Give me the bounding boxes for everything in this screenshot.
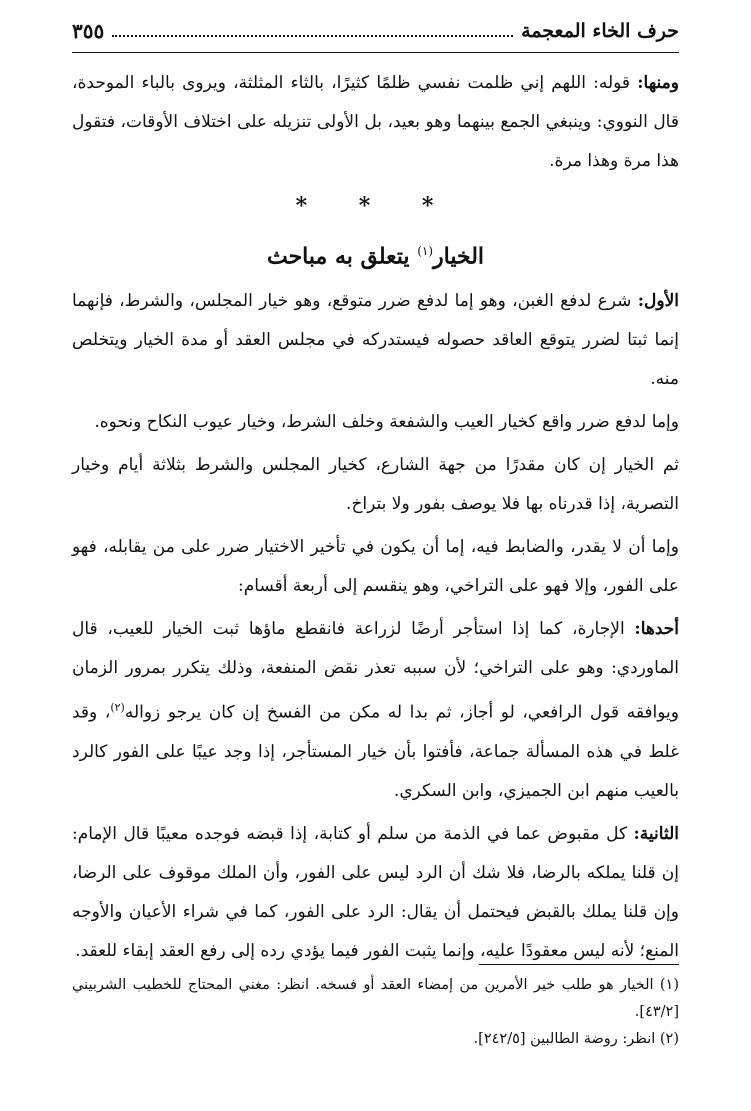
section-title-word: الخيار — [433, 243, 485, 270]
footnote-1: (١) الخيار هو طلب خير الأمرين من إمضاء العقد أو فسخه. انظر: مغني المحتاج للخطيب الشربيني [٤٣/٢]. — [72, 977, 679, 1020]
paragraph-first — [72, 282, 679, 399]
paragraph-lead: الثانية: — [633, 823, 679, 844]
page-number: ٣٥٥ — [72, 19, 105, 43]
header-dot-leader — [112, 35, 513, 37]
paragraph-text: قوله: اللهم إني ظلمت نفسي ظلمًا كثيرًا، بالثاء المثلثة، ويروى بالباء الموحدة، قال النووي: وينبغي الجمع بينهما وهو بعيد، بل الأولى تنزيله على اختلاف الأوقات، فتقول هذا مرة وهذا مرة. — [72, 73, 679, 171]
paragraph-text: شرع لدفع الغبن، وهو إما لدفع ضرر متوقع، وهو خيار المجلس، والشرط، فإنهما إنما ثبتا لضرر يتوقع العاقد حصوله فيستدركه في مجلس العقد أو مدة الخيار ويتخلص منه. — [72, 291, 679, 390]
paragraph-lead: الأول: — [637, 291, 679, 312]
section-title — [72, 229, 679, 278]
running-header — [72, 18, 679, 44]
paragraph-minha — [72, 64, 679, 181]
running-header-title: حرف الخاء المعجمة — [521, 20, 679, 42]
footnote-2: (٢) انظر: روضة الطالبين [٢٤٢/٥]. — [473, 1031, 679, 1047]
paragraph-text: الإجارة، كما إذا استأجر أرضًا لزراعة فانقطع ماؤها ثبت الخيار للعيب، قال الماوردي: وهو على التراخي؛ لأن سببه تعذر نقض المنفعة، وذلك يتكرر بمرور الزمان ويوافقه قول الرافعي، لو أجاز، ثم بدا له مكن من الفسخ إن كان يرجو زواله — [72, 619, 679, 723]
page-body — [72, 64, 679, 975]
footnote-ref-2[interactable]: (٢) — [110, 701, 125, 715]
paragraph-part-one — [72, 610, 679, 811]
paragraph-lead: أحدها: — [634, 619, 679, 640]
footnotes — [72, 972, 679, 1053]
footnote-ref-1[interactable]: (١) — [417, 244, 434, 258]
section-separator: * * * — [295, 193, 456, 219]
paragraph-text-continued: ، وقد غلط في هذه المسألة جماعة، فأفتوا بأن خيار المستأجر، إذا وجد عيبًا على الفور كالرد بالعيب منهم ابن الجميزي، وابن السكري. — [72, 702, 679, 801]
paragraph-actual-harm: وإما لدفع ضرر واقع كخيار العيب والشفعة وخلف الشرط، وخيار عيوب النكاح ونحوه. — [94, 412, 679, 433]
paragraph-part-two — [72, 815, 679, 971]
paragraph-unfixed-option: وإما أن لا يقدر، والضابط فيه، إما أن يكون في تأخير الاختيار ضرر على من يقابله، فهو على الفور، وإلا فهو على التراخي، وهو ينقسم إلى أربعة أقسام: — [72, 537, 679, 597]
paragraph-fixed-option: ثم الخيار إن كان مقدرًا من جهة الشارع، كخيار المجلس والشرط بثلاثة أيام وخيار التصرية، إذا قدرناه بها فلا يوصف بفور ولا بتراخ. — [72, 455, 679, 515]
footnote-rule — [479, 964, 679, 965]
header-rule — [72, 52, 679, 53]
paragraph-text: كل مقبوض عما في الذمة من سلم أو كتابة، إذا قبضه فوجده معيبًا قال الإمام: إن قلنا يملكه بالرضا، فلا شك أن الرد ليس على الفور، وأن الملك موقوف على الرضا، وإن قلنا يملك بالقبض فيحتمل أن يقال: الرد على الفور، كما في شراء الأعيان والأوجه المنع؛ لأنه ليس معقودًا عليه، وإنما يثبت الفور فيما يؤدي رده إلى رفع العقد إبقاء للعقد. — [72, 823, 679, 961]
section-title-rest: يتعلق به مباحث — [266, 243, 418, 270]
paragraph-lead: ومنها: — [637, 73, 679, 93]
